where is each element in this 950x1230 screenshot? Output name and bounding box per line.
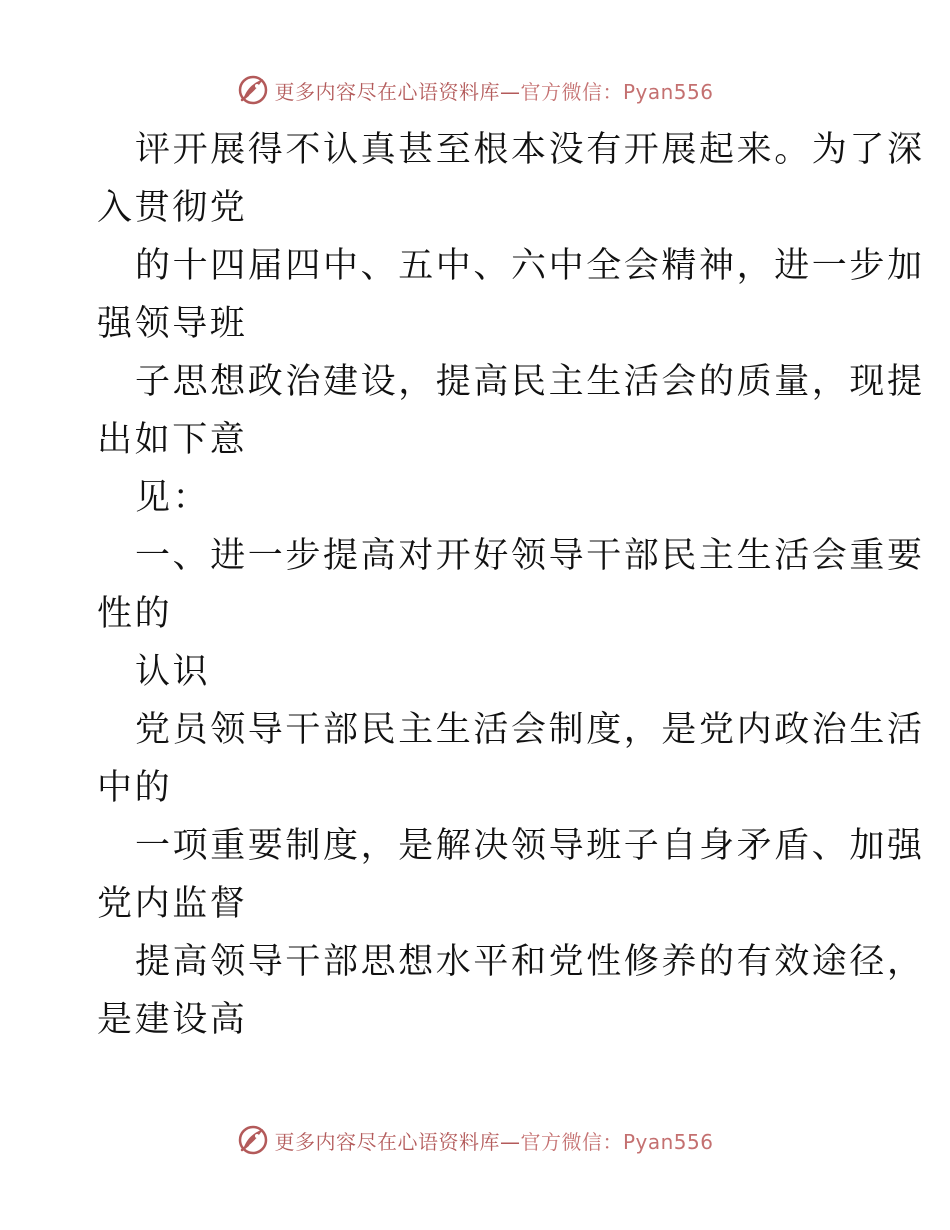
body-line: 提高领导干部思想水平和党性修养的有效途径，: [135, 942, 925, 982]
header-banner-brand: 更多内容尽在心语资料库—: [274, 79, 521, 104]
header-banner: [0, 70, 950, 110]
body-line: 评开展得不认真甚至根本没有开展起来。为了深: [135, 130, 925, 170]
body-line: 性的: [97, 594, 173, 634]
pen-logo-icon: [236, 73, 270, 107]
body-line: 强领导班: [97, 304, 248, 344]
header-banner-wechat: 官方微信：Pyan556: [520, 79, 714, 104]
body-line: 的十四届四中、五中、六中全会精神，进一步加: [135, 246, 925, 286]
header-banner-text: [274, 76, 713, 105]
body-line: 党内监督: [97, 884, 248, 924]
body-line: 出如下意: [97, 420, 248, 460]
body-line: 一项重要制度，是解决领导班子自身矛盾、加强: [135, 826, 925, 866]
body-line: 子思想政治建设，提高民主生活会的质量，现提: [135, 362, 925, 402]
body-line: 是建设高: [97, 1000, 248, 1040]
body-line: 见：: [135, 478, 211, 518]
footer-banner: [0, 1120, 950, 1160]
footer-banner-wechat: 官方微信：Pyan556: [520, 1129, 714, 1154]
section-heading: 一、进一步提高对开好领导干部民主生活会重要: [135, 536, 925, 576]
footer-banner-text: [274, 1126, 713, 1155]
pen-logo-icon: [236, 1123, 270, 1157]
body-line: 认识: [135, 652, 211, 692]
footer-banner-brand: 更多内容尽在心语资料库—: [274, 1129, 521, 1154]
body-line: 中的: [97, 768, 173, 808]
body-line: 党员领导干部民主生活会制度，是党内政治生活: [135, 710, 925, 750]
body-line: 入贯彻党: [97, 188, 248, 228]
